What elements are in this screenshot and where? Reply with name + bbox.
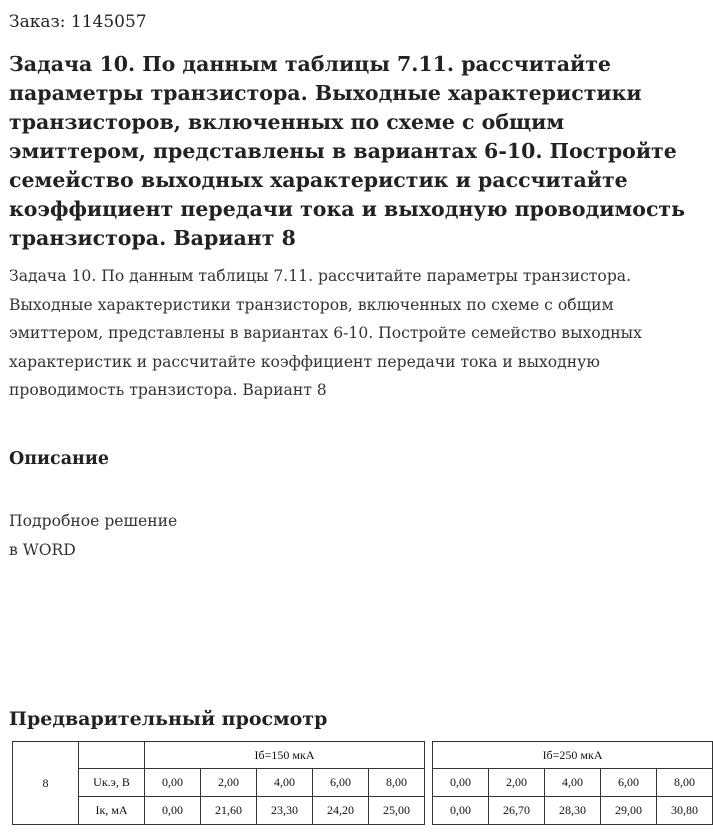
preview-heading: Предварительный просмотр	[9, 708, 328, 730]
table-row	[13, 769, 713, 797]
table-cell: 21,60	[201, 797, 257, 825]
table-row	[13, 797, 713, 825]
table-cell: 6,00	[601, 769, 657, 797]
variant-cell: 8	[13, 742, 79, 825]
table-cell: 4,00	[257, 769, 313, 797]
table-cell: 0,00	[433, 797, 489, 825]
table-header-row	[13, 742, 713, 769]
group-gap	[425, 742, 433, 769]
group1-header: Iб=150 мкА	[145, 742, 425, 769]
table-cell: 6,00	[313, 769, 369, 797]
description-heading: Описание	[9, 449, 109, 469]
order-number: Заказ: 1145057	[9, 12, 147, 32]
header-spacer	[79, 742, 145, 769]
table-cell: 24,20	[313, 797, 369, 825]
group-gap	[425, 797, 433, 825]
preview-table	[12, 741, 713, 825]
table-cell: 23,30	[257, 797, 313, 825]
task-description: Задача 10. По данным таблицы 7.11. рассчитайте параметры транзистора. Выходные характеристики транзисторов, включенных по схеме с общим эмиттером, представлены в вариантах 6-10. Постройте семейство выходных характеристик и рассчитайте коэффициент передачи тока и выходную проводимость транзистора. Вариант 8	[9, 267, 642, 400]
table-cell: 2,00	[489, 769, 545, 797]
table-cell: 25,00	[369, 797, 425, 825]
detail-line-format: в WORD	[9, 541, 76, 559]
group-gap	[425, 769, 433, 797]
table-cell: 8,00	[657, 769, 713, 797]
table-cell: 0,00	[145, 769, 201, 797]
preview-image	[12, 741, 699, 827]
table-cell: 29,00	[601, 797, 657, 825]
table-cell: 4,00	[545, 769, 601, 797]
page-title: Задача 10. По данным таблицы 7.11. рассчитайте параметры транзистора. Выходные характеристики транзисторов, включенных по схеме с общим эмиттером, представлены в вариантах 6-10. Постройте семейство выходных характеристик и рассчитайте коэффициент передачи тока и выходную проводимость транзистора. Вариант 8	[9, 52, 686, 250]
detail-line-solution: Подробное решение	[9, 512, 178, 530]
table-cell: 2,00	[201, 769, 257, 797]
table-cell: 26,70	[489, 797, 545, 825]
table-cell: 28,30	[545, 797, 601, 825]
table-cell: 30,80	[657, 797, 713, 825]
row-label-voltage: Uк.э, В	[79, 769, 145, 797]
row-label-current: Iк, мА	[79, 797, 145, 825]
table-cell: 0,00	[145, 797, 201, 825]
table-cell: 8,00	[369, 769, 425, 797]
group2-header: Iб=250 мкА	[433, 742, 713, 769]
table-cell: 0,00	[433, 769, 489, 797]
